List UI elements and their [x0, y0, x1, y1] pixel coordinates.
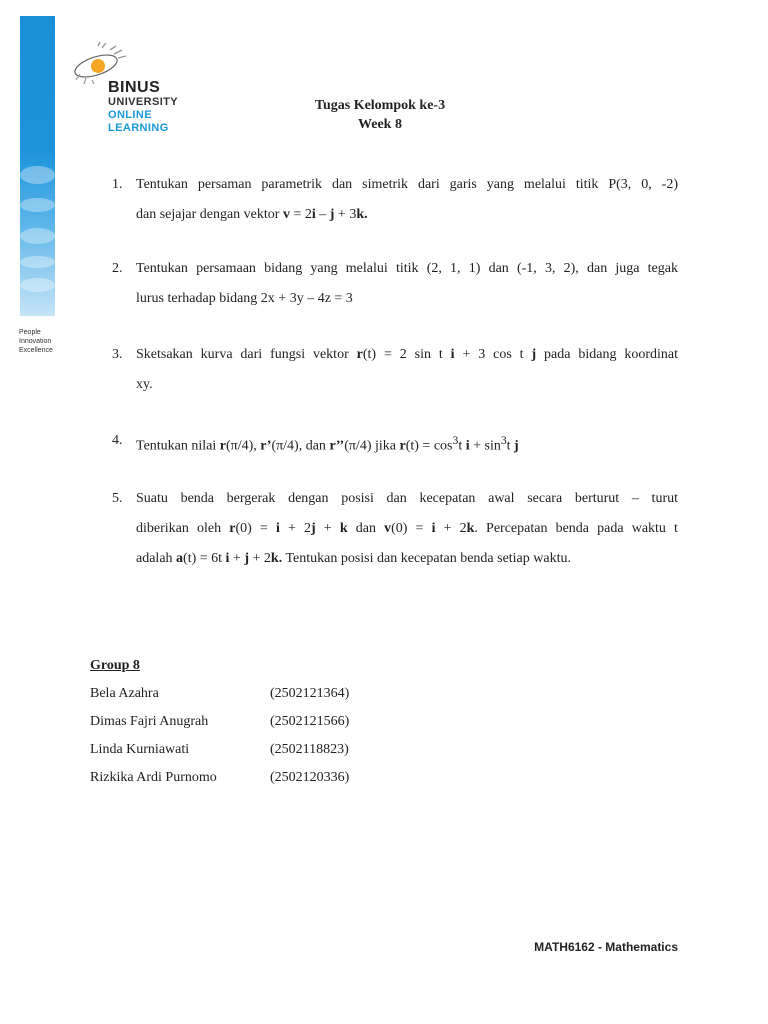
group-section: [90, 652, 349, 792]
question-text: Suatu benda bergerak dengan posisi dan kecepatan awal secara berturut – turut: [136, 491, 678, 506]
document-title: [290, 96, 470, 134]
member-row: [90, 736, 349, 764]
question-text: Tentukan nilai r(π/4), r’(π/4), dan r’’(π/4) jika $r(t) = \cos^3t$ $i + \sin^3t$ j: [136, 434, 519, 454]
course-footer: MATH6162 - Mathematics: [534, 940, 678, 954]
question-5: [112, 484, 678, 574]
question-text-continued: adalah a(t) = 6t i + j + 2k. Tentukan posisi dan kecepatan benda setiap waktu.: [136, 551, 571, 566]
question-number: 2.: [112, 261, 123, 276]
logo-learning: LEARNING: [108, 122, 169, 134]
question-text-continued: diberikan oleh r(0) = i + 2j + k dan v(0) = i + 2k. Percepatan benda pada waktu t: [136, 521, 678, 536]
tagline-line: Innovation: [19, 338, 52, 345]
title-line-1: Tugas Kelompok ke-3: [314, 98, 446, 113]
question-text-continued: lurus terhadap bidang 2x + 3y – 4z = 3: [136, 291, 353, 306]
group-title: Group 8: [90, 658, 140, 673]
question-number: 5.: [112, 491, 123, 506]
member-name: Rizkika Ardi Purnomo: [90, 770, 217, 785]
binus-logo-mark-icon: [72, 40, 132, 84]
question-text: Tentukan persaman parametrik dan simetrik dari garis yang melalui titik P(3, 0, -2): [136, 177, 678, 192]
tagline-line: Excellence: [19, 347, 53, 354]
member-id: (2502121364): [270, 686, 350, 701]
question-2: [112, 254, 678, 314]
question-text: Sketsakan kurva dari fungsi vektor r(t) = 2 sin t i + 3 cos t j pada bidang koordinat: [136, 347, 678, 362]
member-id: (2502118823): [270, 742, 349, 757]
member-id: (2502120336): [270, 770, 350, 785]
member-row: [90, 708, 349, 736]
member-name: Linda Kurniawati: [90, 742, 190, 757]
binus-logo: [72, 40, 192, 140]
member-row: [90, 764, 349, 792]
member-id: (2502121566): [270, 714, 350, 729]
question-text-continued: xy.: [136, 377, 153, 392]
logo-online: ONLINE: [108, 109, 152, 121]
logo-wordmark: [108, 79, 178, 135]
question-4: [112, 426, 678, 462]
question-number: 1.: [112, 177, 123, 192]
tagline-line: People: [19, 329, 41, 336]
question-text-continued: dan sejajar dengan vektor v = 2i – j + 3k.: [136, 207, 368, 222]
logo-brand: BINUS: [108, 79, 161, 96]
member-name: Dimas Fajri Anugrah: [90, 714, 209, 729]
tagline: [19, 328, 53, 355]
question-text: Tentukan persamaan bidang yang melalui titik (2, 1, 1) dan (-1, 3, 2), dan juga tegak: [136, 261, 678, 276]
logo-university: UNIVERSITY: [108, 96, 179, 108]
side-decorative-strip: [20, 16, 55, 316]
member-row: [90, 680, 349, 708]
question-3: [112, 340, 678, 400]
question-1: [112, 170, 678, 230]
question-number: 3.: [112, 347, 123, 362]
member-name: Bela Azahra: [90, 686, 159, 701]
title-line-2: Week 8: [358, 117, 402, 132]
question-number: 4.: [112, 433, 123, 448]
